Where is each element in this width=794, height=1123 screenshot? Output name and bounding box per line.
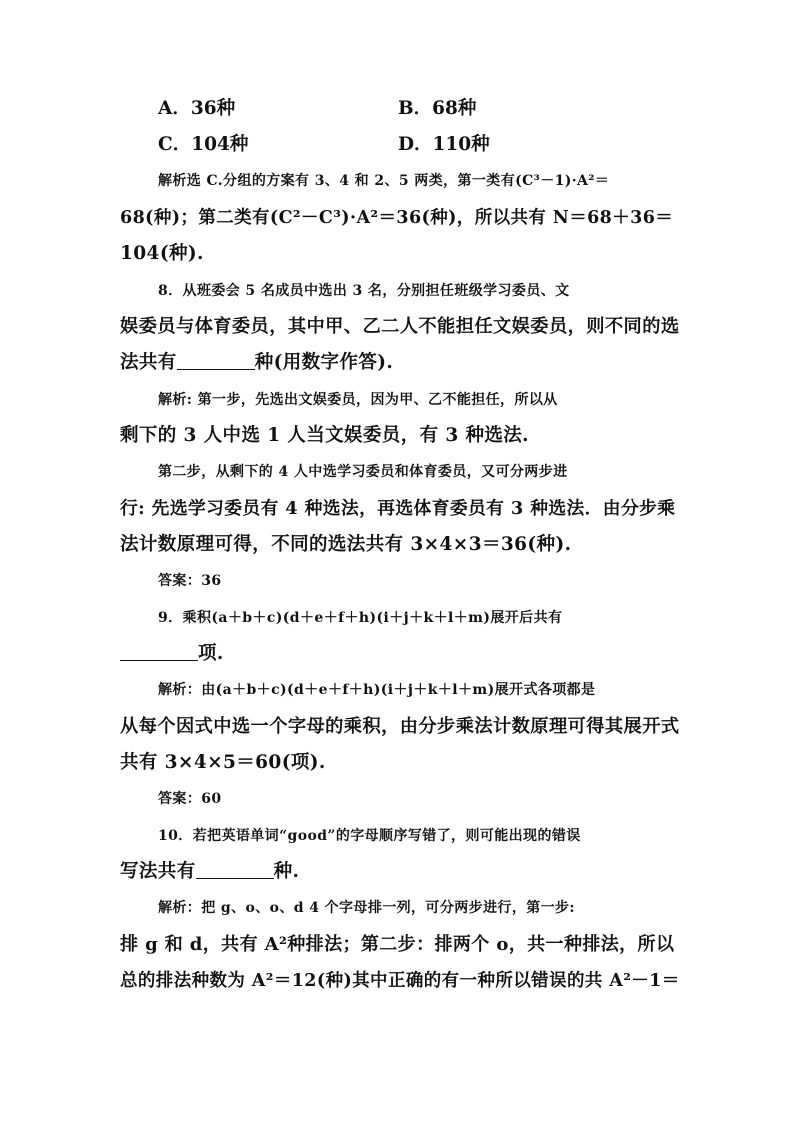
question-9-line-1: 9．乘积(a＋b＋c)(d＋e＋f＋h)(i＋j＋k＋l＋m)展开后共有 bbox=[158, 610, 563, 626]
answer-9: 答案：60 bbox=[158, 791, 222, 807]
question-8-line-3 bbox=[120, 345, 680, 381]
question-8-line-1: 8．从班委会 5 名成员中选出 3 名，分别担任班级学习委员、文 bbox=[158, 283, 570, 299]
answer-blank bbox=[120, 642, 198, 661]
solution-9-line-3: 共有 3×4×5＝60(项). bbox=[120, 752, 326, 773]
solution-9-line-1: 解析：由(a＋b＋c)(d＋e＋f＋h)(i＋j＋k＋l＋m)展开式各项都是 bbox=[158, 682, 596, 698]
question-10-line-1: 10．若把英语单词“good”的字母顺序写错了，则可能出现的错误 bbox=[158, 828, 581, 844]
answer-blank bbox=[196, 860, 274, 879]
option-a: A．36种 bbox=[158, 98, 236, 119]
option-b: B．68种 bbox=[398, 98, 477, 119]
answer-8: 答案：36 bbox=[158, 573, 222, 589]
option-d: D．110种 bbox=[398, 134, 490, 155]
solution-7-line-1: 解析选 C.分组的方案有 3、4 和 2、5 两类，第一类有(C³－1)·A²＝ bbox=[158, 173, 610, 189]
solution-8-line-2: 剩下的 3 人中选 1 人当文娱委员，有 3 种选法. bbox=[120, 425, 530, 446]
solution-8-line-3: 第二步，从剩下的 4 人中选学习委员和体育委员，又可分两步进 bbox=[158, 464, 568, 480]
question-8-text-a: 法共有 bbox=[120, 352, 177, 373]
solution-9-line-2: 从每个因式中选一个字母的乘积，由分步乘法计数原理可得其展开式 bbox=[120, 716, 680, 737]
question-10-text-b: 种. bbox=[273, 861, 300, 882]
question-8-text-b: 种(用数字作答). bbox=[254, 352, 394, 373]
question-10-text-a: 写法共有 bbox=[120, 861, 196, 882]
solution-10-line-3: 总的排法种数为 A²＝12(种)其中正确的有一种所以错误的共 A²－1＝ bbox=[120, 971, 680, 991]
question-10-line-2 bbox=[120, 854, 680, 890]
question-8-line-2: 娱委员与体育委员，其中甲、乙二人不能担任文娱委员，则不同的选 bbox=[120, 316, 680, 337]
solution-8-line-1: 解析: 第一步，先选出文娱委员，因为甲、乙不能担任，所以从 bbox=[158, 392, 558, 408]
option-c: C．104种 bbox=[158, 134, 249, 155]
solution-7-line-3: 104(种). bbox=[120, 243, 204, 264]
solution-8-line-5: 法计数原理可得，不同的选法共有 3×4×3＝36(种). bbox=[120, 534, 572, 555]
question-9-text-b: 项. bbox=[198, 643, 224, 664]
solution-10-line-2: 排 g 和 d，共有 A²种排法；第二步：排两个 o，共一种排法，所以 bbox=[120, 934, 675, 955]
solution-7-line-2: 68(种)；第二类有(C²－C³)·A²＝36(种)，所以共有 N＝68＋36＝ bbox=[120, 208, 674, 228]
question-9-line-2 bbox=[120, 636, 680, 672]
solution-8-line-4: 行: 先选学习委员有 4 种选法，再选体育委员有 3 种选法．由分步乘 bbox=[120, 498, 676, 519]
solution-10-line-1: 解析：把 g、o、o、d 4 个字母排一列，可分两步进行，第一步: bbox=[158, 900, 575, 916]
answer-blank bbox=[177, 351, 255, 370]
